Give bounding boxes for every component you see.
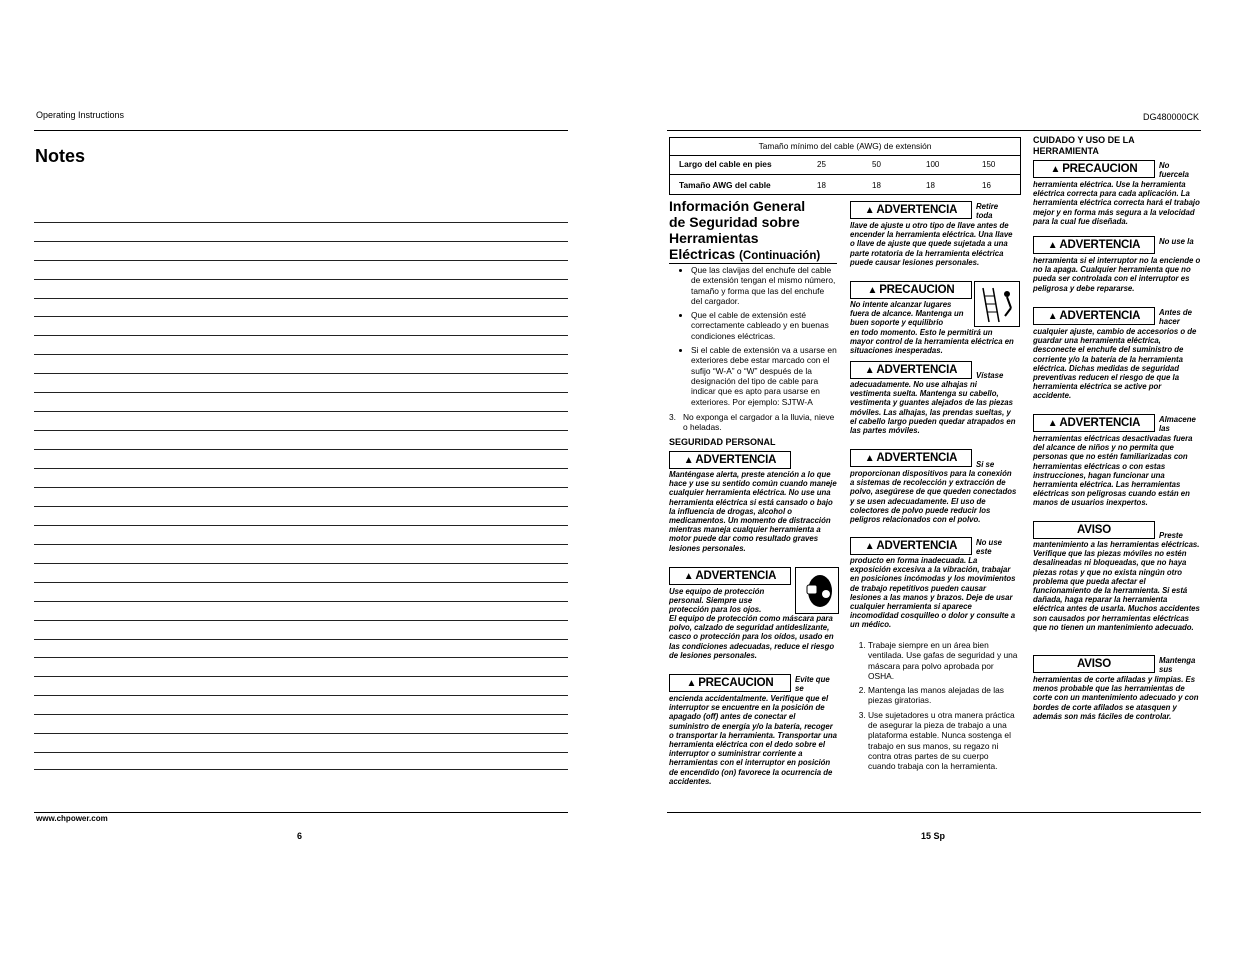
cable-size-table: [669, 137, 1021, 195]
note-line: [34, 601, 568, 602]
notice-label: AVISO: [1033, 655, 1155, 673]
warning-triangle-icon: ▲: [683, 570, 694, 582]
note-line: [34, 468, 568, 469]
caution-text: No intente alcanzar lugares fuera de alcance. Mantenga un buen soporte y equilibrio: [850, 300, 964, 328]
left-header: Operating Instructions: [36, 110, 125, 120]
bullet-list: [669, 265, 837, 411]
notice-text: mantenimiento a las herramientas eléctricas. Verifique que las piezas móviles no estén desalineadas ni bloqueadas, que no haya piezas rotas y que no exista ningún otro problema que pueda afectar el funcionamiento de la herramienta. Si está dañada, haga reparar la herramienta eléctrica antes de usarla. Muchos accidentes son causados por herramientas eléctricas que no tienen un mantenimiento adecuado.: [1033, 540, 1200, 632]
note-line: [34, 430, 568, 431]
note-line: [34, 544, 568, 545]
notice-text: Mantenga sus: [1159, 656, 1196, 675]
caution-text: en todo momento. Esto le permitirá un mayor control de la herramienta eléctrica en situaciones inesperadas.: [850, 328, 1014, 356]
warning-text: herramientas eléctricas desactivadas fuera del alcance de niños y no permita que personas que no estén familiarizadas con herramientas eléctricas o con estas instrucciones, hagan funcionar una herramienta eléctrica. Las herramientas eléctricas son peligrosas cuando están en manos de usuarios inexpertos.: [1033, 434, 1193, 508]
header-rule-left: [34, 130, 568, 131]
note-line: [34, 316, 568, 317]
safety-goggles-icon: [795, 567, 839, 614]
note-line: [34, 695, 568, 696]
warning-text: Si se: [976, 460, 995, 469]
warning-label: ▲ ADVERTENCIA: [850, 449, 972, 467]
note-line: [34, 411, 568, 412]
warning-triangle-icon: ▲: [1047, 310, 1058, 322]
table-row-label: Largo del cable en pies: [679, 159, 772, 169]
table-row-label: Tamaño AWG del cable: [679, 180, 771, 190]
model-number: DG480000CK: [1143, 112, 1200, 122]
warning-triangle-icon: ▲: [864, 452, 875, 464]
note-line: [34, 676, 568, 677]
list-item: • Que las clavijas del enchufe del cable de extensión tengan el mismo número, tamaño y forma que las del enchufe del cargador.: [691, 265, 837, 306]
note-line: [34, 354, 568, 355]
warning-text: cualquier ajuste, cambio de accesorios o de guardar una herramienta eléctrica, desconecte el enchufe del suministro de corriente y/o la batería de la herramienta eléctrica. Dichas medidas de seguridad preventivas reducen el riesgo de que la herramienta eléctrica se active por accidente.: [1033, 327, 1197, 401]
list-item: • Que el cable de extensión esté correctamente cableado y en buenas condiciones eléctricas.: [691, 310, 837, 341]
list-item: 3. Use sujetadores u otra manera práctica de asegurar la pieza de trabajo a una plataforma estable. Nunca sostenga el trabajo en sus manos, su regazo ni contra otras partes de su cuerpo cuando trabaja con la herramienta.: [868, 710, 1018, 772]
warning-label: ▲ ADVERTENCIA: [1033, 236, 1155, 254]
note-line: [34, 279, 568, 280]
note-line: [34, 582, 568, 583]
warning-triangle-icon: ▲: [864, 540, 875, 552]
list-item: • Si el cable de extensión va a usarse en exteriores debe estar marcado con el sufijo “W-A” o “W” después de la designación del tipo de cable para indicar que es apto para usarse en exteriores. Por ejemplo: SJTW-A: [691, 345, 837, 407]
warning-triangle-icon: ▲: [864, 364, 875, 376]
table-cell: 18: [872, 181, 881, 190]
note-line: [34, 752, 568, 753]
warning-label: ▲ ADVERTENCIA: [850, 361, 972, 379]
warning-label: ▲ ADVERTENCIA: [850, 201, 972, 219]
note-line: [34, 241, 568, 242]
table-caption: Tamaño mínimo del cable (AWG) de extensión: [758, 141, 932, 151]
note-line: [34, 335, 568, 336]
caution-label: ▲ PRECAUCION: [850, 281, 972, 299]
notice-label: AVISO: [1033, 521, 1155, 539]
note-line: [34, 260, 568, 261]
caution-text: No fuercela: [1159, 161, 1189, 180]
warning-text: herramienta si el interruptor no la enciende o no la apaga. Cualquier herramienta que no pueda ser controlada con el interruptor es peligrosa y debe repararse.: [1033, 256, 1201, 293]
warning-text: llave de ajuste u otro tipo de llave antes de encender la herramienta eléctrica. Una llave o llave de ajuste que quede sujetada a una parte rotatoria de la herramienta eléctrica puede causar lesiones personales.: [850, 221, 1013, 267]
caution-label: ▲ PRECAUCION: [1033, 160, 1155, 178]
warning-triangle-icon: ▲: [867, 284, 878, 296]
note-line: [34, 487, 568, 488]
warning-label: ▲ ADVERTENCIA: [850, 537, 972, 555]
warning-text: producto en forma inadecuada. La exposición excesiva a la vibración, trabajar en posiciones incómodas y los movimientos de trabajo repetitivos pueden causar lesiones a las manos y brazos. Deje de usar cualquier herramienta si aparece incomodidad cosquilleo o dolor y consulte a un médico.: [850, 556, 1016, 630]
caution-text: Evite que se: [795, 675, 830, 694]
note-line: [34, 714, 568, 715]
notice-text: herramientas de corte afiladas y limpias. Es menos probable que las herramientas de corte con un mantenimiento adecuado y con bordes de corte afilados se atasquen y además son más fáciles de controlar.: [1033, 675, 1199, 721]
footer-rule-left: [34, 812, 568, 813]
warning-text: Retire toda: [976, 202, 999, 221]
section-personal-safety: SEGURIDAD PERSONAL: [669, 437, 776, 447]
page-number-right: 15 Sp: [921, 831, 946, 841]
numbered-list: [850, 640, 1018, 776]
footer-rule-right: [667, 812, 1201, 813]
warning-text: No use la: [1159, 237, 1194, 246]
page-number-left: 6: [297, 831, 303, 841]
warning-label: ▲ ADVERTENCIA: [1033, 414, 1155, 432]
warning-text: proporcionan dispositivos para la conexión a sistemas de recolección y extracción de polvo, asegúrese de que queden conectados y se usen adecuadamente. El uso de colectores de polvo puede reducir los peligros relacionados con el polvo.: [850, 469, 1017, 525]
caution-text: encienda accidentalmente. Verifique que el interruptor se encuentre en la posición de apagado (off) antes de conectar el suministro de energía y/o la batería, recoger o transportar la herramienta. Transportar una herramienta eléctrica con el dedo sobre el interruptor o suministrar corriente a herramientas con el interruptor en posición de encendido (on) favorece la ocurrencia de accidentes.: [669, 694, 837, 786]
warning-text: Manténgase alerta, preste atención a lo que hace y use su sentido común cuando maneje cualquier herramienta eléctrica. No use una herramienta eléctrica si está cansado o bajo la influencia de drogas, alcohol o medicamentos. Un momento de distracción mientras maneja cualquier herramienta a motor puede dar como resultado graves lesiones personales.: [669, 470, 837, 553]
warning-triangle-icon: ▲: [1047, 239, 1058, 251]
warning-label: ▲ ADVERTENCIA: [669, 567, 791, 585]
note-line: [34, 298, 568, 299]
warning-label: ▲ ADVERTENCIA: [669, 451, 791, 469]
note-line: [34, 657, 568, 658]
warning-triangle-icon: ▲: [686, 677, 697, 689]
warning-text: adecuadamente. No use alhajas ni vestimenta suelta. Mantenga su cabello, vestimenta y guantes alejados de las piezas móviles. Las alhajas, las prendas sueltas, y el cabello largo pueden quedar atrapados en las partes móviles.: [850, 380, 1016, 436]
table-cell: 25: [817, 160, 826, 169]
warning-text: Antes de hacer: [1159, 308, 1192, 327]
heading-underline: [669, 263, 837, 264]
table-cell: 50: [872, 160, 881, 169]
warning-text: El equipo de protección como máscara para polvo, calzado de seguridad antideslizante, casco o protección para los oídos, usado en las condiciones adecuadas, reduce el riesgo de lesiones personales.: [669, 614, 835, 660]
list-item: 1. Trabaje siempre en un área bien ventilada. Use gafas de seguridad y una máscara para polvo aprobada por OSHA.: [868, 640, 1018, 681]
note-line: [34, 222, 568, 223]
warning-text: Vístase: [976, 371, 1004, 380]
header-rule-right: [667, 130, 1201, 131]
note-line: [34, 620, 568, 621]
warning-triangle-icon: ▲: [864, 204, 875, 216]
table-cell: 18: [926, 181, 935, 190]
note-line: [34, 525, 568, 526]
note-line: [34, 506, 568, 507]
warning-triangle-icon: ▲: [1050, 163, 1061, 175]
table-cell: 18: [817, 181, 826, 190]
footer-url: www.chpower.com: [36, 814, 108, 823]
table-cell: 150: [982, 160, 996, 169]
caution-text: herramienta eléctrica. Use la herramienta eléctrica correcta para cada aplicación. La herramienta eléctrica correcta hará el trabajo mejor y en forma más segura a la velocidad para la cual fue diseñada.: [1033, 180, 1200, 226]
warning-triangle-icon: ▲: [1047, 417, 1058, 429]
ladder-fall-icon: [974, 281, 1020, 327]
warning-text: No use este: [976, 538, 1002, 557]
note-line: [34, 769, 568, 770]
note-line: [34, 639, 568, 640]
note-line: [34, 373, 568, 374]
table-cell: 16: [982, 181, 991, 190]
note-line: [34, 392, 568, 393]
notes-title: Notes: [35, 146, 86, 166]
warning-triangle-icon: ▲: [683, 454, 694, 466]
list-item: 2. Mantenga las manos alejadas de las piezas giratorias.: [868, 685, 1018, 706]
notice-text: Preste: [1159, 531, 1183, 540]
table-cell: 100: [926, 160, 940, 169]
note-line: [34, 449, 568, 450]
caution-label: ▲ PRECAUCION: [669, 674, 791, 692]
warning-label: ▲ ADVERTENCIA: [1033, 307, 1155, 325]
warning-text: Almacene las: [1159, 415, 1196, 434]
list-item-3: 3. No exponga el cargador a la lluvia, nieve o heladas.: [669, 412, 835, 433]
warning-text: Use equipo de protección personal. Siempre use protección para los ojos.: [669, 587, 765, 615]
section-heading: Información General de Seguridad sobre Herramientas Eléctricas (Continuación): [669, 198, 821, 262]
note-line: [34, 563, 568, 564]
note-line: [34, 733, 568, 734]
section-tool-care: CUIDADO Y USO DE LA HERRAMIENTA: [1033, 135, 1135, 156]
